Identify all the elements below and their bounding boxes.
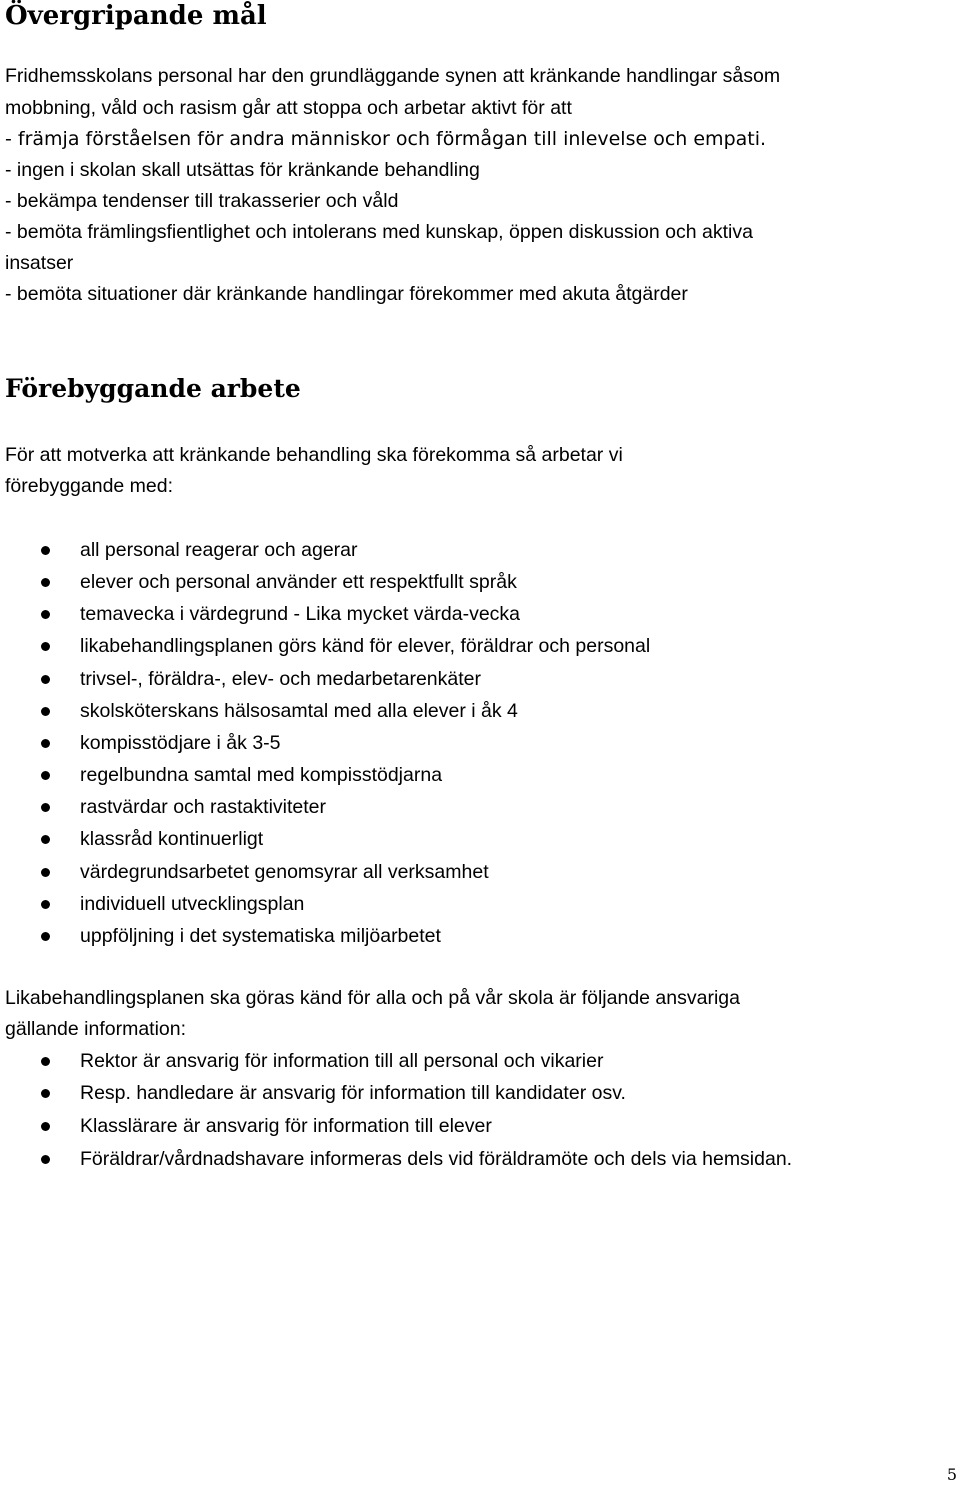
heading-forebyggande-arbete: Förebyggande arbete xyxy=(5,374,301,403)
bullet-icon xyxy=(41,707,50,716)
bullet-icon xyxy=(41,546,50,555)
list-item: Rektor är ansvarig för information till all personal och vikarier xyxy=(0,1046,960,1078)
preventive-intro-line-2: förebyggande med: xyxy=(5,475,174,497)
page-number: 5 xyxy=(946,1465,957,1484)
goal-line-insatser: insatser xyxy=(5,252,74,274)
bullet-icon xyxy=(41,578,50,587)
bullet-icon xyxy=(41,1122,50,1131)
preventive-intro-line-1: För att motverka att kränkande behandling ska förekomma så arbetar vi xyxy=(5,444,623,466)
bullet-icon xyxy=(41,610,50,619)
list-item: Resp. handledare är ansvarig för information till kandidater osv. xyxy=(0,1078,960,1110)
bullet-icon xyxy=(41,835,50,844)
intro-line-1: Fridhemsskolans personal har den grundläggande synen att kränkande handlingar såsom xyxy=(5,65,781,87)
list-item: individuell utvecklingsplan xyxy=(0,889,960,921)
goal-line-no-victimization: - ingen i skolan skall utsättas för kränkande behandling xyxy=(5,159,480,181)
goal-line-promote-understanding: - främja förståelsen för andra människor och förmågan till inlevelse och empati. xyxy=(5,128,767,150)
list-item: regelbundna samtal med kompisstödjarna xyxy=(0,760,960,792)
list-item: Föräldrar/vårdnadshavare informeras dels vid föräldramöte och dels via hemsidan. xyxy=(0,1144,960,1176)
list-item: trivsel-, föräldra-, elev- och medarbetarenkäter xyxy=(0,664,960,696)
list-item: värdegrundsarbetet genomsyrar all verksamhet xyxy=(0,857,960,889)
information-line-2: gällande information: xyxy=(5,1018,187,1040)
bullet-icon xyxy=(41,900,50,909)
list-item: rastvärdar och rastaktiviteter xyxy=(0,792,960,824)
heading-overgripande-mal: Övergripande mål xyxy=(5,1,267,31)
bullet-icon xyxy=(41,932,50,941)
list-item: elever och personal använder ett respektfullt språk xyxy=(0,567,960,599)
bullet-icon xyxy=(41,1057,50,1066)
list-item: kompisstödjare i åk 3-5 xyxy=(0,728,960,760)
intro-line-2: mobbning, våld och rasism går att stoppa och arbetar aktivt för att xyxy=(5,97,572,119)
bullet-icon xyxy=(41,739,50,748)
bullet-icon xyxy=(41,642,50,651)
list-item: all personal reagerar och agerar xyxy=(0,535,960,567)
list-item: uppföljning i det systematiska miljöarbetet xyxy=(0,921,960,953)
bullet-icon xyxy=(41,1155,50,1164)
bullet-icon xyxy=(41,1089,50,1098)
goal-line-combat-harassment: - bekämpa tendenser till trakasserier och våld xyxy=(5,190,399,212)
list-item: Klasslärare är ansvarig för information till elever xyxy=(0,1111,960,1143)
list-item: likabehandlingsplanen görs känd för elever, föräldrar och personal xyxy=(0,631,960,663)
goal-line-acute-measures: - bemöta situationer där kränkande handlingar förekommer med akuta åtgärder xyxy=(5,283,688,305)
list-item: skolsköterskans hälsosamtal med alla elever i åk 4 xyxy=(0,696,960,728)
bullet-icon xyxy=(41,771,50,780)
list-item: klassråd kontinuerligt xyxy=(0,824,960,856)
goal-line-counter-xenophobia: - bemöta främlingsfientlighet och intolerans med kunskap, öppen diskussion och aktiva xyxy=(5,221,753,243)
list-item: temavecka i värdegrund - Lika mycket värda-vecka xyxy=(0,599,960,631)
bullet-icon xyxy=(41,675,50,684)
bullet-icon xyxy=(41,868,50,877)
information-line-1: Likabehandlingsplanen ska göras känd för alla och på vår skola är följande ansvariga xyxy=(5,987,740,1009)
bullet-icon xyxy=(41,803,50,812)
